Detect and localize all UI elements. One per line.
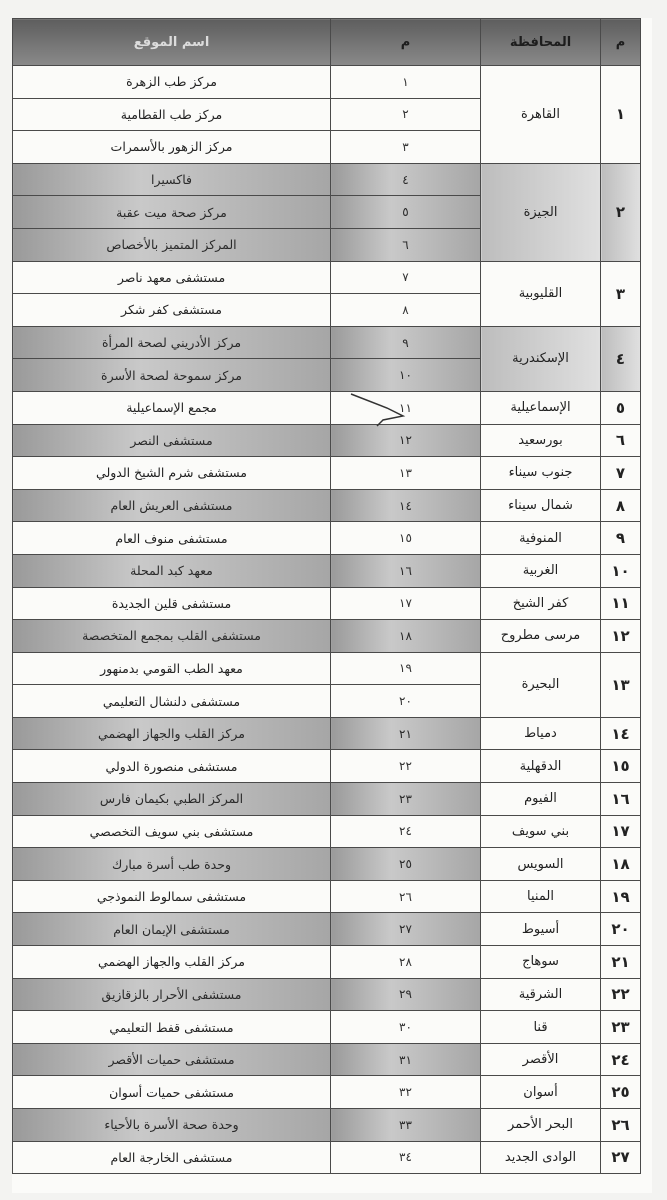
governorate-name: الإسكندرية [481,326,601,391]
locations-table [12,18,641,1174]
site-number: ٢٦ [331,880,481,913]
site-name: مجمع الإسماعيلية [13,391,331,424]
site-name: مركز طب الزهرة [13,66,331,99]
site-number: ٢٢ [331,750,481,783]
site-number: ٦ [331,228,481,261]
governorate-name: الجيزة [481,163,601,261]
site-name: مركز سموحة لصحة الأسرة [13,359,331,392]
governorate-index: ١٣ [601,652,641,717]
governorate-name: القاهرة [481,66,601,164]
governorate-name: مرسى مطروح [481,620,601,653]
table-row [13,163,641,196]
site-number: ٨ [331,294,481,327]
site-name: مستشفى قلين الجديدة [13,587,331,620]
table-row [13,66,641,99]
site-number: ٢٥ [331,848,481,881]
governorate-name: كفر الشيخ [481,587,601,620]
governorate-name: بني سويف [481,815,601,848]
header-location: اسم الموقع [13,19,331,66]
table-row [13,717,641,750]
table-row [13,1109,641,1142]
site-number: ٣٠ [331,1011,481,1044]
governorate-name: أسوان [481,1076,601,1109]
governorate-index: ١٠ [601,554,641,587]
governorate-index: ٢٤ [601,1043,641,1076]
site-number: ٧ [331,261,481,294]
site-number: ٩ [331,326,481,359]
site-number: ٢ [331,98,481,131]
governorate-index: ١٦ [601,783,641,816]
table-row [13,750,641,783]
site-name: معهد كبد المحلة [13,554,331,587]
site-number: ٣٤ [331,1141,481,1174]
site-number: ١٩ [331,652,481,685]
governorate-name: الأقصر [481,1043,601,1076]
pen-mark-icon [347,390,407,430]
site-number: ١٦ [331,554,481,587]
governorate-name: الإسماعيلية [481,391,601,424]
governorate-index: ٢٢ [601,978,641,1011]
table-row [13,554,641,587]
site-number: ٢٩ [331,978,481,1011]
governorate-index: ٧ [601,457,641,490]
governorate-name: شمال سيناء [481,489,601,522]
site-name: مستشفى القلب بمجمع المتخصصة [13,620,331,653]
governorate-index: ٢٥ [601,1076,641,1109]
site-name: المركز المتميز بالأخصاص [13,228,331,261]
site-name: مستشفى الإيمان العام [13,913,331,946]
governorate-index: ١٨ [601,848,641,881]
governorate-name: أسيوط [481,913,601,946]
table-row [13,489,641,522]
site-name: مركز صحة ميت عقبة [13,196,331,229]
site-number: ١٢ [331,424,481,457]
site-number: ١٧ [331,587,481,620]
site-number: ١ [331,66,481,99]
governorate-name: قنا [481,1011,601,1044]
site-number: ٣ [331,131,481,164]
table-row [13,848,641,881]
governorate-index: ١١ [601,587,641,620]
governorate-name: الفيوم [481,783,601,816]
table-row [13,815,641,848]
governorate-index: ٢٠ [601,913,641,946]
site-name: مستشفى معهد ناصر [13,261,331,294]
site-name: مستشفى شرم الشيخ الدولي [13,457,331,490]
governorate-index: ٢٣ [601,1011,641,1044]
header-number: م [331,19,481,66]
governorate-name: دمياط [481,717,601,750]
governorate-index: ١٢ [601,620,641,653]
table-row [13,946,641,979]
site-name: المركز الطبي بكيمان فارس [13,783,331,816]
governorate-name: البحر الأحمر [481,1109,601,1142]
site-name: مستشفى الأحرار بالزقازيق [13,978,331,1011]
governorate-name: القليوبية [481,261,601,326]
site-name: مستشفى بني سويف التخصصي [13,815,331,848]
governorate-name: بورسعيد [481,424,601,457]
governorate-name: جنوب سيناء [481,457,601,490]
site-name: مركز الزهور بالأسمرات [13,131,331,164]
site-number: ١٣ [331,457,481,490]
site-name: مستشفى حميات الأقصر [13,1043,331,1076]
site-number: ٢٤ [331,815,481,848]
site-number: ٤ [331,163,481,196]
table-row [13,652,641,685]
table-row [13,1076,641,1109]
site-name: وحدة صحة الأسرة بالأحياء [13,1109,331,1142]
site-name: مستشفى النصر [13,424,331,457]
table-row [13,978,641,1011]
site-name: مستشفى الخارجة العام [13,1141,331,1174]
table-row [13,620,641,653]
governorate-index: ١٧ [601,815,641,848]
site-number: ٢٠ [331,685,481,718]
document-sheet [12,18,652,1193]
governorate-index: ٢١ [601,946,641,979]
governorate-index: ٤ [601,326,641,391]
governorate-name: المنيا [481,880,601,913]
site-name: مستشفى دلنشال التعليمي [13,685,331,718]
governorate-index: ١٩ [601,880,641,913]
site-number: ٢٣ [331,783,481,816]
governorate-index: ١ [601,66,641,164]
site-number: ١٤ [331,489,481,522]
site-name: فاكسيرا [13,163,331,196]
header-index: م [601,19,641,66]
site-name: وحدة طب أسرة مبارك [13,848,331,881]
table-row [13,783,641,816]
table-row [13,880,641,913]
table-row [13,1141,641,1174]
site-number: ٥ [331,196,481,229]
governorate-name: الوادى الجديد [481,1141,601,1174]
site-name: مستشفى كفر شكر [13,294,331,327]
table-row [13,326,641,359]
site-number: ٢٧ [331,913,481,946]
governorate-index: ٥ [601,391,641,424]
governorate-index: ١٤ [601,717,641,750]
governorate-index: ٦ [601,424,641,457]
site-number: ٣١ [331,1043,481,1076]
governorate-name: السويس [481,848,601,881]
site-number: ٢٨ [331,946,481,979]
site-name: مستشفى منوف العام [13,522,331,555]
site-name: مركز طب القطامية [13,98,331,131]
header-governorate: المحافظة [481,19,601,66]
table-body [13,66,641,1174]
site-name: مستشفى حميات أسوان [13,1076,331,1109]
site-name: مركز القلب والجهاز الهضمي [13,717,331,750]
site-number: ٢١ [331,717,481,750]
table-row [13,1011,641,1044]
site-name: مستشفى قفط التعليمي [13,1011,331,1044]
governorate-name: البحيرة [481,652,601,717]
governorate-name: المنوفية [481,522,601,555]
governorate-name: الدقهلية [481,750,601,783]
site-number: ٣٣ [331,1109,481,1142]
governorate-name: سوهاج [481,946,601,979]
site-number: ١٠ [331,359,481,392]
governorate-name: الشرقية [481,978,601,1011]
site-name: مستشفى العريش العام [13,489,331,522]
governorate-index: ٨ [601,489,641,522]
table-row [13,913,641,946]
table-row [13,587,641,620]
site-name: مستشفى منصورة الدولي [13,750,331,783]
site-name: معهد الطب القومي بدمنهور [13,652,331,685]
governorate-index: ٢ [601,163,641,261]
site-number: ١٨ [331,620,481,653]
site-number: ٣٢ [331,1076,481,1109]
site-number: ١٥ [331,522,481,555]
site-number: ١١ [331,391,481,424]
governorate-index: ٩ [601,522,641,555]
governorate-index: ١٥ [601,750,641,783]
governorate-index: ٣ [601,261,641,326]
site-name: مركز القلب والجهاز الهضمي [13,946,331,979]
site-name: مركز الأدريني لصحة المرأة [13,326,331,359]
table-row [13,261,641,294]
governorate-index: ٢٧ [601,1141,641,1174]
table-row [13,522,641,555]
table-row [13,424,641,457]
table-header [13,19,641,66]
governorate-index: ٢٦ [601,1109,641,1142]
table-row [13,457,641,490]
site-name: مستشفى سمالوط النموذجي [13,880,331,913]
governorate-name: الغربية [481,554,601,587]
table-row [13,391,641,424]
table-row [13,1043,641,1076]
